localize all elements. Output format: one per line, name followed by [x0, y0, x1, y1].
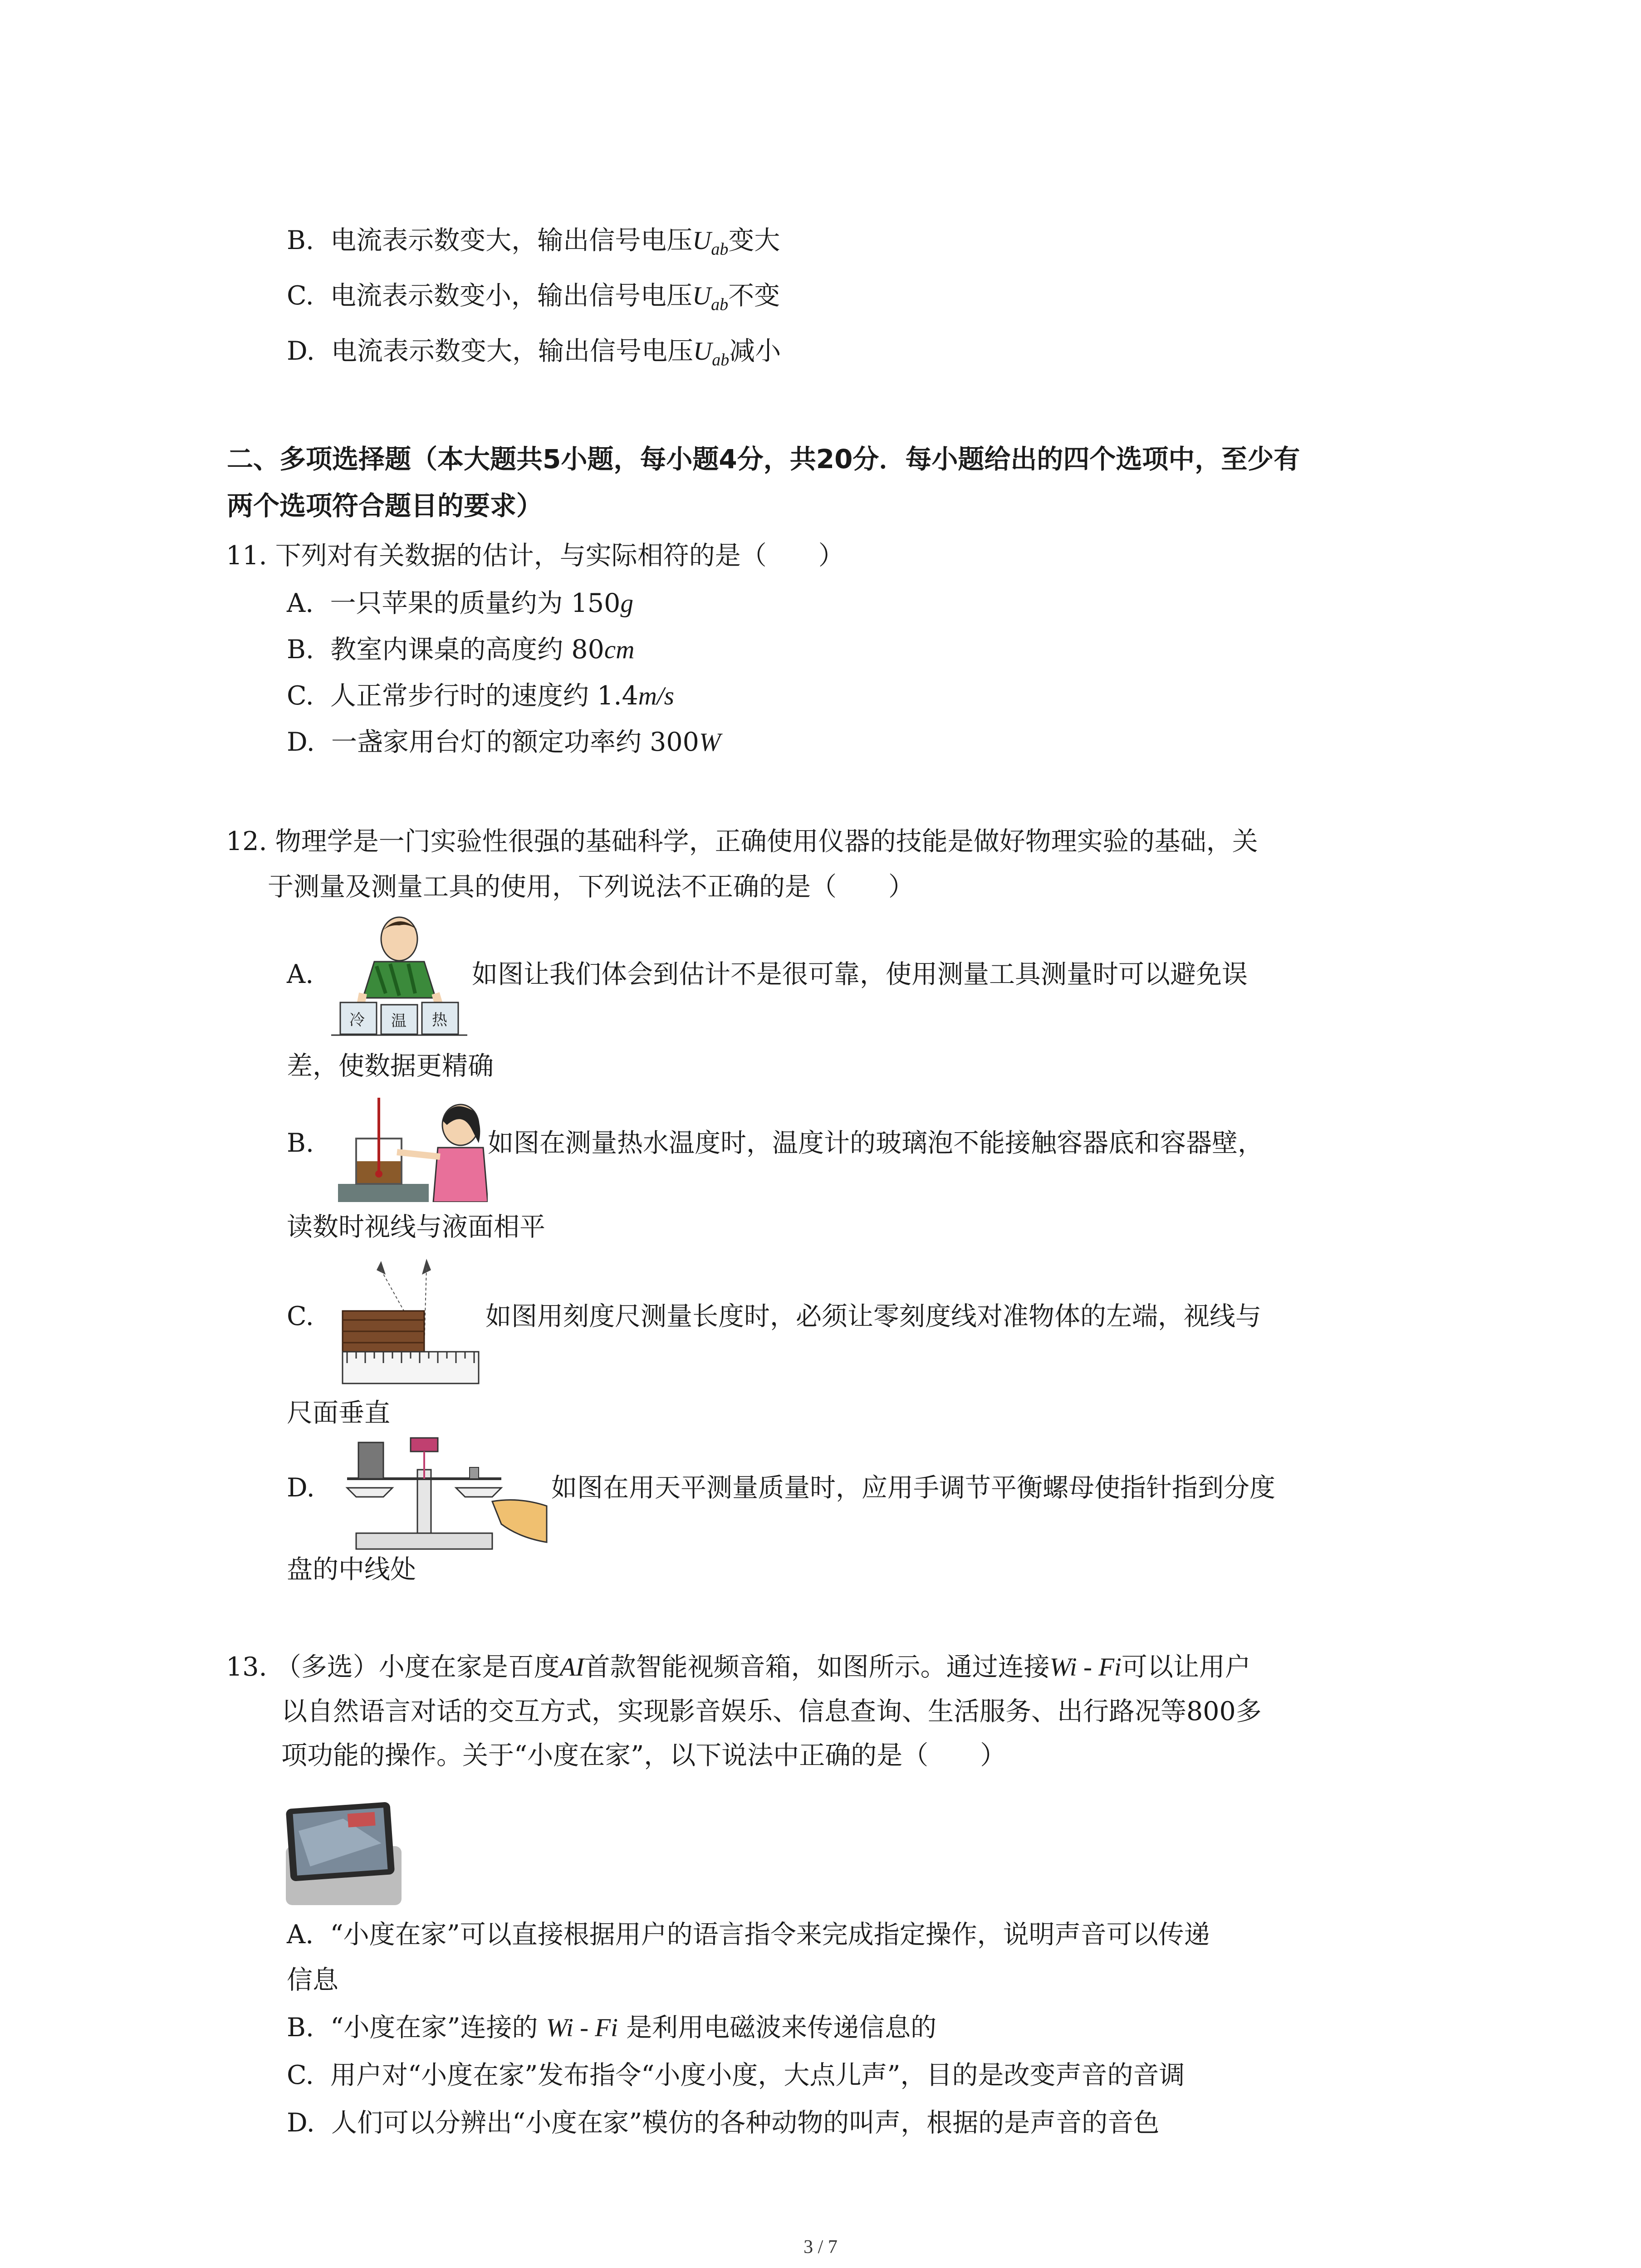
- q11-option-c-text: C. 人正常步行时的速度约 1.4: [287, 681, 638, 711]
- q11-option-a: [287, 585, 633, 622]
- boy-hands-in-water-figure: [331, 912, 467, 1043]
- q10-option-c: [287, 278, 780, 323]
- q11-stem: 11. 下列对有关数据的估计，与实际相符的是（ ）: [226, 541, 844, 571]
- q13-option-a-line2: 信息: [287, 1965, 338, 1995]
- q11-option-d: [287, 724, 720, 761]
- q13-option-b-end: 是利用电磁波来传递信息的: [617, 2013, 937, 2043]
- ai-term: AI: [559, 1653, 584, 1681]
- q11-option-a-text: A. 一只苹果的质量约为 150: [287, 588, 621, 618]
- q13-stem-end: 可以让用户: [1121, 1652, 1251, 1682]
- q12-option-d-text2: 盘的中线处: [287, 1554, 416, 1584]
- q12-option-b-text1: 如图在测量热水温度时，温度计的玻璃泡不能接触容器底和容器壁，: [488, 1128, 1264, 1158]
- q12-stem-line2: 于测量及测量工具的使用，下列说法不正确的是（ ）: [268, 872, 914, 902]
- section2-heading-line1: 二、多项选择题（本大题共5小题，每小题4分，共20分．每小题给出的四个选项中，至少有: [227, 444, 1300, 474]
- q11-option-b-text: B. 教室内课桌的高度约 80: [287, 635, 604, 665]
- girl-thermometer-figure: [338, 1093, 488, 1202]
- var-ab: ab: [712, 350, 730, 370]
- q10-option-b-end: 变大: [728, 225, 780, 255]
- var-ab: ab: [711, 240, 729, 259]
- smart-speaker-figure: [281, 1796, 408, 1910]
- q13-option-a-line1: A. “小度在家”可以直接根据用户的语言指令来完成指定操作，说明声音可以传递: [287, 1920, 1210, 1950]
- q10-option-b: [287, 222, 780, 267]
- q13-option-c: C. 用户对“小度在家”发布指令“小度小度，大点儿声”，目的是改变声音的音调: [287, 2060, 1185, 2090]
- q12-stem-line1: 12. 物理学是一门实验性很强的基础科学，正确使用仪器的技能是做好物理实验的基础，关: [226, 826, 1258, 856]
- q12-option-a-text2: 差，使数据更精确: [287, 1051, 494, 1081]
- q12-option-c-text2: 尺面垂直: [287, 1398, 390, 1428]
- q13-option-b-text: B. “小度在家”连接的: [287, 2013, 546, 2043]
- q12-option-b-label: B.: [287, 1128, 314, 1158]
- unit: W: [699, 728, 721, 757]
- hot-label: 热: [432, 1011, 447, 1029]
- page-number: 3 / 7: [803, 2237, 838, 2258]
- var-u: U: [692, 282, 711, 310]
- q11-option-c: [287, 678, 674, 714]
- cold-label: 冷: [349, 1011, 365, 1029]
- q10-option-c-text: C. 电流表示数变小，输出信号电压: [287, 281, 692, 311]
- section2-heading-line2: 两个选项符合题目的要求）: [227, 490, 543, 521]
- balance-scale-figure: [338, 1429, 551, 1556]
- q13-option-d: D. 人们可以分辨出“小度在家”模仿的各种动物的叫声，根据的是声音的音色: [287, 2108, 1160, 2138]
- q13-stem-mid: 首款智能视频音箱，如图所示。通过连接: [584, 1652, 1050, 1682]
- ruler-measuring-figure: [338, 1256, 483, 1388]
- q12-option-b-text2: 读数时视线与液面相平: [287, 1212, 545, 1242]
- unit: m/s: [638, 682, 674, 710]
- unit: g: [620, 589, 633, 618]
- warm-label: 温: [391, 1012, 407, 1030]
- q13-stem-line1: [226, 1649, 1251, 1686]
- q12-option-c-text1: 如图用刻度尺测量长度时，必须让零刻度线对准物体的左端，视线与: [485, 1301, 1261, 1331]
- wifi-term: Wi - Fi: [1049, 1653, 1122, 1681]
- q10-option-d: [287, 333, 781, 378]
- q13-stem-pre: 13. （多选）小度在家是百度: [226, 1652, 560, 1682]
- q13-option-b: [287, 2009, 936, 2046]
- var-u: U: [692, 226, 711, 255]
- q12-option-c-label: C.: [287, 1301, 314, 1331]
- q10-option-d-text: D. 电流表示数变大，输出信号电压: [287, 336, 694, 366]
- var-u: U: [693, 337, 712, 366]
- q12-option-d-label: D.: [287, 1473, 315, 1503]
- q10-option-b-text: B. 电流表示数变大，输出信号电压: [287, 225, 693, 255]
- q12-option-a-text1: 如图让我们体会到估计不是很可靠，使用测量工具测量时可以避免误: [472, 959, 1248, 989]
- unit: cm: [604, 635, 635, 664]
- q12-option-d-text1: 如图在用天平测量质量时，应用手调节平衡螺母使指针指到分度: [551, 1473, 1275, 1503]
- q12-option-a-label: A.: [287, 959, 314, 989]
- wifi-term: Wi - Fi: [546, 2014, 618, 2042]
- q10-option-d-end: 减小: [729, 336, 781, 366]
- q13-stem-line3: 项功能的操作。关于“小度在家”，以下说法中正确的是（ ）: [281, 1740, 1006, 1770]
- q11-option-b: [287, 631, 634, 668]
- q10-option-c-end: 不变: [728, 281, 780, 311]
- q11-option-d-text: D. 一盏家用台灯的额定功率约 300: [287, 727, 699, 757]
- var-ab: ab: [711, 295, 729, 314]
- q13-stem-line2: 以自然语言对话的交互方式，实现影音娱乐、信息查询、生活服务、出行路况等800多: [281, 1696, 1262, 1726]
